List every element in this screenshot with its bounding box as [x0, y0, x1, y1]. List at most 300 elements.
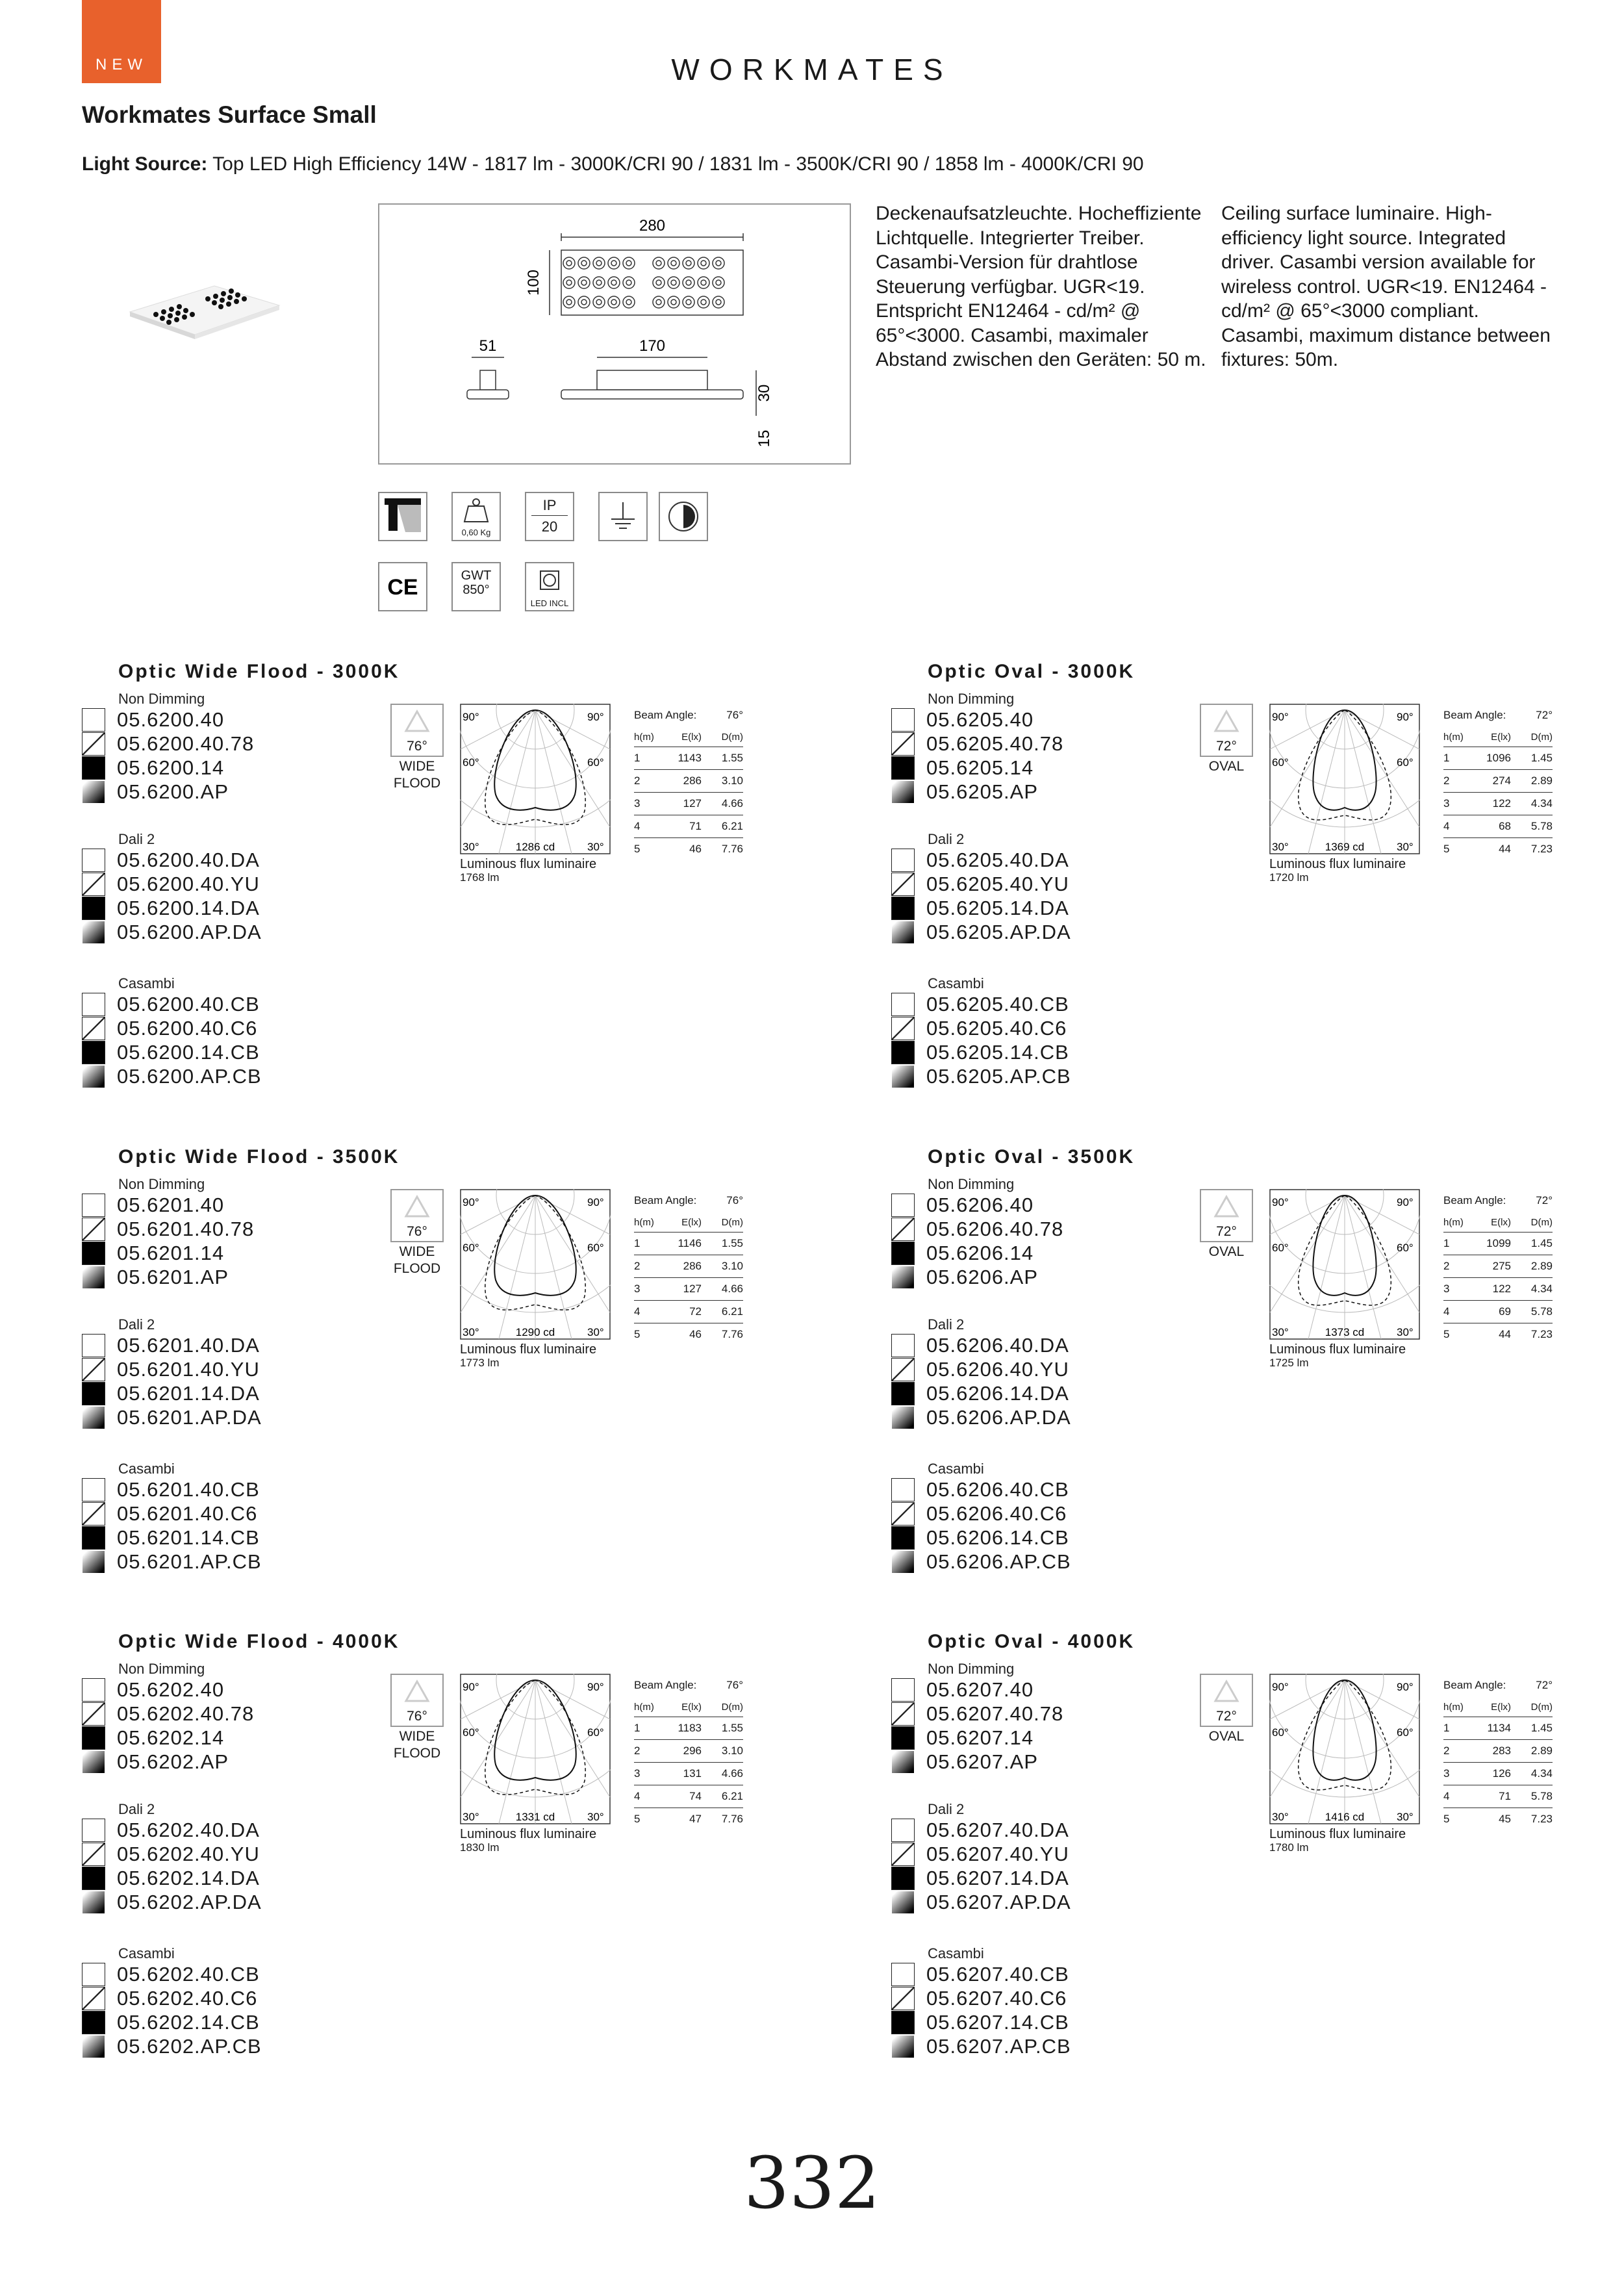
finish-swatch	[82, 1819, 105, 1842]
new-badge: NEW	[82, 0, 161, 83]
section-title: Optic Wide Flood - 3000K	[118, 661, 400, 682]
product-code-row[interactable]	[891, 1064, 1071, 1088]
beam-angle-icon	[390, 1674, 444, 1727]
table-row	[634, 1740, 743, 1763]
product-code-row[interactable]	[82, 1986, 257, 2010]
product-code: 05.6207.AP.DA	[926, 1890, 1071, 1913]
section-title: Optic Oval - 3500K	[928, 1146, 1136, 1168]
product-code-row[interactable]	[82, 1265, 229, 1289]
cell-h: 5	[1443, 843, 1450, 855]
product-code: 05.6200.40.DA	[117, 848, 260, 871]
product-code-row[interactable]	[891, 1526, 1069, 1550]
cell-e: 68	[1499, 820, 1511, 832]
cell-h: 3	[634, 797, 641, 810]
product-code: 05.6207.40.CB	[926, 1962, 1069, 1986]
group-label-dali: Dali 2	[118, 1316, 155, 1333]
angle-label: 90°	[1397, 1196, 1414, 1208]
product-code-row[interactable]	[82, 1193, 224, 1217]
finish-swatch	[891, 1478, 915, 1501]
product-code: 05.6201.40.DA	[117, 1333, 260, 1357]
cell-e: 127	[683, 797, 702, 810]
led-cell	[608, 257, 620, 269]
product-code: 05.6207.AP	[926, 1750, 1039, 1773]
product-code: 05.6202.AP.DA	[117, 1890, 262, 1913]
angle-label: 60°	[1272, 1726, 1289, 1739]
finish-swatch	[82, 1065, 105, 1088]
product-code-row[interactable]	[82, 1726, 224, 1750]
cell-d: 4.34	[1530, 797, 1553, 810]
candela-value: 1373 cd	[1325, 1326, 1365, 1338]
product-code-row[interactable]	[891, 2034, 1071, 2058]
beam-name: OVAL	[1208, 759, 1245, 774]
group-label-casambi: Casambi	[928, 1945, 984, 1961]
product-code: 05.6202.14	[117, 1726, 225, 1749]
finish-swatch	[82, 1017, 105, 1040]
product-code-row[interactable]	[82, 732, 254, 756]
beam-value: 72°	[1216, 1224, 1237, 1239]
cell-e: 286	[683, 774, 702, 787]
product-code-row[interactable]	[82, 1890, 262, 1914]
led-cell	[683, 296, 694, 308]
cell-d: 4.66	[721, 797, 743, 810]
optic-section	[891, 1631, 1580, 2086]
flux-value: 1780 lm	[1269, 1841, 1309, 1854]
product-code-row[interactable]	[82, 756, 224, 780]
product-code-row[interactable]	[891, 1702, 1063, 1726]
product-code-row[interactable]	[82, 920, 262, 944]
table-row	[634, 1233, 743, 1255]
product-code-row[interactable]	[82, 1477, 260, 1501]
col-header: h(m)	[634, 1216, 654, 1228]
angle-label: 30°	[587, 1326, 604, 1338]
finish-swatch	[891, 1358, 915, 1381]
product-code-row[interactable]	[82, 1357, 260, 1381]
beam-angle-icon	[1200, 1674, 1253, 1727]
product-code-row[interactable]	[82, 1217, 254, 1241]
product-code-row[interactable]	[82, 1381, 260, 1405]
light-source-label: Light Source:	[82, 153, 208, 175]
cell-d: 7.23	[1530, 1328, 1553, 1340]
finish-swatch	[891, 2011, 915, 2034]
optic-section	[82, 1146, 770, 1601]
product-code-row[interactable]	[891, 848, 1069, 872]
product-code-row[interactable]	[891, 1265, 1038, 1289]
group-label-non-dimming: Non Dimming	[928, 1661, 1015, 1677]
beam-angle-icon	[1200, 1189, 1253, 1242]
cell-d: 2.89	[1530, 1744, 1553, 1757]
product-code: 05.6207.40	[926, 1678, 1034, 1701]
group-label-non-dimming: Non Dimming	[928, 691, 1015, 707]
product-code: 05.6200.AP	[117, 780, 229, 803]
product-code-row[interactable]	[82, 1333, 260, 1357]
product-code-row[interactable]	[891, 1962, 1069, 1986]
table-row	[634, 1278, 743, 1301]
group-label-casambi: Casambi	[118, 1945, 175, 1961]
cell-d: 1.55	[721, 1237, 743, 1249]
finish-swatch	[891, 897, 915, 920]
beam-angle-label: Beam Angle:	[1443, 1679, 1506, 1691]
angle-label: 90°	[463, 1681, 479, 1693]
col-header: h(m)	[1443, 1701, 1464, 1713]
product-code: 05.6200.14.DA	[117, 896, 260, 919]
product-code: 05.6201.40.YU	[117, 1357, 260, 1381]
product-code: 05.6200.40	[117, 708, 225, 731]
cell-h: 4	[634, 1305, 641, 1318]
product-code-row[interactable]	[82, 1526, 260, 1550]
finish-swatch	[891, 708, 915, 732]
cell-d: 1.45	[1530, 1237, 1553, 1249]
finish-swatch	[82, 1382, 105, 1405]
table-row	[634, 747, 743, 770]
product-code-row[interactable]	[82, 1842, 260, 1866]
led-cell	[713, 277, 724, 288]
polar-diagram	[460, 704, 611, 854]
cell-e: 1099	[1486, 1237, 1511, 1249]
finish-swatch	[82, 1266, 105, 1289]
product-code-row[interactable]	[891, 1818, 1069, 1842]
product-code-row[interactable]	[891, 1040, 1069, 1064]
group-label-dali: Dali 2	[928, 1801, 965, 1817]
product-code-row[interactable]	[82, 2034, 262, 2058]
led-cell	[668, 296, 679, 308]
polar-diagram	[1269, 704, 1420, 854]
product-code-row[interactable]	[891, 1750, 1038, 1774]
finish-swatch	[891, 1194, 915, 1217]
cell-e: 126	[1492, 1767, 1511, 1780]
angle-label: 30°	[1272, 841, 1289, 853]
product-code-row[interactable]	[891, 1501, 1067, 1526]
description-de: Deckenaufsatzleuchte. Hocheffiziente Lichtquelle. Integrierter Treiber. Casambi-Version für drahtlose Steuerung verfügbar. UGR<19. Entspricht EN12464 - cd/m² @ 65°<3000. Casambi, maximaler Abstand zwischen den Geräten: 50 m.	[876, 203, 1206, 370]
finish-swatch	[82, 1358, 105, 1381]
beam-angle-label: Beam Angle:	[1443, 709, 1506, 721]
led-cell	[713, 296, 724, 308]
beam-name: WIDE FLOOD	[393, 759, 441, 791]
weight-icon	[451, 492, 501, 541]
product-code: 05.6206.40	[926, 1193, 1034, 1216]
led-cell	[713, 257, 724, 269]
finish-swatch	[891, 2035, 915, 2058]
polar-diagram	[1269, 1674, 1420, 1824]
led-cell	[653, 277, 665, 288]
product-code-row[interactable]	[82, 1962, 260, 1986]
cell-d: 6.21	[721, 1790, 743, 1802]
flux-caption: Luminous flux luminaire	[1269, 857, 1406, 871]
product-code-row[interactable]	[82, 992, 260, 1016]
flux-value: 1830 lm	[460, 1841, 500, 1854]
col-header: D(m)	[721, 1216, 743, 1228]
led-cell	[653, 296, 665, 308]
flux-value: 1720 lm	[1269, 871, 1309, 884]
product-code-row[interactable]	[891, 1405, 1071, 1429]
beam-value: 76°	[407, 1709, 427, 1724]
table-row	[634, 1717, 743, 1740]
cell-d: 2.89	[1530, 1260, 1553, 1272]
angle-label: 30°	[463, 841, 479, 853]
cell-e: 46	[689, 843, 702, 855]
table-row	[634, 793, 743, 815]
finish-swatch	[82, 780, 105, 804]
angle-label: 60°	[1397, 756, 1414, 769]
finish-swatch	[82, 1242, 105, 1265]
col-header: D(m)	[1530, 1701, 1553, 1713]
cell-e: 47	[689, 1813, 702, 1825]
finish-swatch	[82, 1750, 105, 1774]
product-code-row[interactable]	[891, 1241, 1034, 1265]
finish-swatch	[891, 1819, 915, 1842]
product-code-row[interactable]	[891, 732, 1063, 756]
angle-label: 90°	[1272, 1196, 1289, 1208]
product-code-row[interactable]	[891, 872, 1069, 896]
cell-e: 275	[1492, 1260, 1511, 1272]
cell-h: 1	[634, 1722, 641, 1734]
gwt-icon	[451, 562, 501, 611]
table-row	[1443, 1255, 1553, 1278]
product-code-row[interactable]	[891, 1333, 1069, 1357]
product-code-row[interactable]	[891, 708, 1034, 732]
product-code: 05.6202.40	[117, 1678, 225, 1701]
cell-e: 71	[1499, 1790, 1511, 1802]
cell-d: 7.76	[721, 843, 743, 855]
finish-swatch	[891, 1702, 915, 1726]
led-cell	[683, 277, 694, 288]
beam-angle-label: Beam Angle:	[1443, 1194, 1506, 1207]
product-code-row[interactable]	[82, 780, 229, 804]
angle-label: 60°	[1397, 1242, 1414, 1254]
product-code-row[interactable]	[82, 1241, 224, 1265]
led-cell	[578, 296, 590, 308]
product-code-row[interactable]	[82, 896, 260, 920]
product-code-row[interactable]	[891, 992, 1069, 1016]
flux-caption: Luminous flux luminaire	[460, 1342, 597, 1357]
product-code-row[interactable]	[82, 1016, 257, 1040]
table-row	[1443, 1323, 1553, 1346]
cell-d: 5.78	[1530, 1790, 1553, 1802]
beam-angle-value: 72°	[1536, 1194, 1553, 1207]
product-code-row[interactable]	[82, 1818, 260, 1842]
cell-h: 3	[634, 1767, 641, 1780]
finish-swatch	[82, 2011, 105, 2034]
product-code: 05.6206.40.78	[926, 1217, 1064, 1240]
finish-swatch	[891, 1750, 915, 1774]
cell-d: 4.34	[1530, 1767, 1553, 1780]
table-row	[1443, 838, 1553, 860]
angle-label: 60°	[463, 1242, 479, 1254]
finish-swatch	[82, 1678, 105, 1702]
led-cell	[593, 277, 605, 288]
finish-swatch	[891, 873, 915, 896]
product-code-row[interactable]	[82, 1040, 260, 1064]
product-code-row[interactable]	[891, 1016, 1067, 1040]
led-cell	[668, 277, 679, 288]
cell-e: 46	[689, 1328, 702, 1340]
finish-swatch	[891, 1843, 915, 1866]
illuminance-table	[1443, 1674, 1553, 1830]
cell-h: 4	[1443, 820, 1450, 832]
dim-base: 170	[639, 337, 666, 355]
dim-length: 280	[639, 217, 666, 235]
product-code-row[interactable]	[891, 1357, 1069, 1381]
beam-angle-label: Beam Angle:	[634, 1679, 697, 1691]
product-code: 05.6202.40.YU	[117, 1842, 260, 1865]
finish-swatch	[82, 1194, 105, 1217]
beam-angle-icon	[390, 1189, 444, 1242]
finish-swatch	[891, 1266, 915, 1289]
cell-d: 1.45	[1530, 1722, 1553, 1734]
product-code-row[interactable]	[82, 1550, 262, 1574]
product-code-row[interactable]	[891, 1842, 1069, 1866]
led-cell	[698, 277, 709, 288]
product-code-row[interactable]	[891, 1193, 1034, 1217]
group-label-casambi: Casambi	[928, 1461, 984, 1477]
finish-swatch	[891, 1065, 915, 1088]
finish-swatch	[891, 1406, 915, 1429]
beam-angle-value: 76°	[726, 709, 743, 721]
illuminance-table	[634, 1674, 743, 1830]
product-code-row[interactable]	[82, 1501, 257, 1526]
led-cell	[578, 277, 590, 288]
finish-swatch	[82, 1218, 105, 1241]
table-row	[634, 1323, 743, 1346]
product-code: 05.6206.AP	[926, 1265, 1039, 1288]
finish-swatch	[891, 1017, 915, 1040]
finish-swatch	[891, 1242, 915, 1265]
product-code-row[interactable]	[891, 1678, 1034, 1702]
beam-angle-label: Beam Angle:	[634, 1194, 697, 1207]
candela-value: 1331 cd	[515, 1811, 555, 1823]
product-code: 05.6205.AP.DA	[926, 920, 1071, 943]
led-incl-label: LED INCL	[530, 598, 569, 608]
finish-swatch	[891, 921, 915, 944]
col-header: D(m)	[721, 731, 743, 743]
product-code-row[interactable]	[891, 896, 1069, 920]
product-code-row[interactable]	[891, 1381, 1069, 1405]
dim-side: 51	[479, 337, 497, 355]
product-code-row[interactable]	[82, 1678, 224, 1702]
col-header: h(m)	[634, 731, 654, 743]
product-code-row[interactable]	[891, 920, 1071, 944]
led-cell	[563, 257, 575, 269]
candela-value: 1416 cd	[1325, 1811, 1365, 1823]
section-title: Optic Oval - 3000K	[928, 661, 1136, 682]
product-code: 05.6202.AP.CB	[117, 2034, 262, 2058]
cell-d: 7.76	[721, 1813, 743, 1825]
product-code: 05.6206.14.CB	[926, 1526, 1069, 1549]
col-header: E(lx)	[1491, 731, 1511, 743]
angle-label: 30°	[587, 1811, 604, 1823]
col-header: D(m)	[1530, 731, 1553, 743]
angle-label: 90°	[1397, 1681, 1414, 1693]
col-header: h(m)	[1443, 1216, 1464, 1228]
beam-angle-label: Beam Angle:	[634, 709, 697, 721]
table-row	[1443, 770, 1553, 793]
flux-value: 1725 lm	[1269, 1357, 1309, 1369]
led-cell	[608, 277, 620, 288]
finish-swatch	[82, 1478, 105, 1501]
product-code-row[interactable]	[891, 1477, 1069, 1501]
product-code-row[interactable]	[891, 1550, 1071, 1574]
finish-swatch	[891, 1334, 915, 1357]
product-code: 05.6205.40	[926, 708, 1034, 731]
product-code-row[interactable]	[891, 1866, 1069, 1890]
finish-swatch	[82, 849, 105, 872]
led-cell	[698, 257, 709, 269]
cell-d: 6.21	[721, 820, 743, 832]
product-code: 05.6200.14.CB	[117, 1040, 260, 1064]
description-en: Ceiling surface luminaire. High-efficiency light source. Integrated driver. Casambi version available for wireless control. UGR<19. EN12464 - cd/m² @ 65°<3000 compliant. Casambi, maximum distance between fixtures: 50m.	[1221, 203, 1551, 370]
product-code-row[interactable]	[82, 1702, 254, 1726]
product-code-row[interactable]	[891, 2010, 1069, 2034]
table-row	[1443, 815, 1553, 838]
product-code-row[interactable]	[891, 1217, 1063, 1241]
product-code-row[interactable]	[82, 708, 224, 732]
product-code: 05.6206.40.C6	[926, 1501, 1067, 1525]
product-code-row[interactable]	[891, 756, 1034, 780]
product-code-row[interactable]	[891, 1986, 1067, 2010]
cell-e: 283	[1492, 1744, 1511, 1757]
product-code: 05.6207.AP.CB	[926, 2034, 1071, 2058]
finish-swatch	[891, 756, 915, 780]
led-cell	[578, 257, 590, 269]
finish-swatch	[891, 1867, 915, 1890]
product-code-row[interactable]	[891, 780, 1038, 804]
product-code-row[interactable]	[82, 848, 260, 872]
product-code: 05.6202.AP	[117, 1750, 229, 1773]
angle-label: 60°	[463, 756, 479, 769]
product-code: 05.6207.14.CB	[926, 2010, 1069, 2034]
led-cell	[623, 296, 635, 308]
led-cell	[623, 257, 635, 269]
cell-e: 1134	[1487, 1722, 1511, 1734]
cell-d: 6.21	[721, 1305, 743, 1318]
product-code: 05.6205.14	[926, 756, 1034, 779]
finish-swatch	[82, 993, 105, 1016]
cell-h: 1	[1443, 752, 1450, 764]
beam-angle-value: 72°	[1536, 709, 1553, 721]
product-code-row[interactable]	[82, 1866, 260, 1890]
cell-h: 1	[1443, 1722, 1450, 1734]
product-code-row[interactable]	[82, 1405, 262, 1429]
cell-e: 72	[689, 1305, 702, 1318]
angle-label: 90°	[1397, 711, 1414, 723]
finish-swatch	[891, 1678, 915, 1702]
product-code-row[interactable]	[82, 1750, 229, 1774]
finish-swatch	[891, 1218, 915, 1241]
svg-text:CE: CE	[387, 575, 418, 600]
angle-label: 30°	[587, 841, 604, 853]
cell-d: 1.55	[721, 1722, 743, 1734]
table-row	[1443, 1278, 1553, 1301]
beam-name: WIDE FLOOD	[393, 1729, 441, 1761]
product-code-row[interactable]	[82, 872, 260, 896]
gwt-label: GWT 850°	[461, 568, 492, 597]
product-code-row[interactable]	[82, 1064, 262, 1088]
product-code: 05.6200.14	[117, 756, 225, 779]
angle-label: 90°	[1272, 711, 1289, 723]
product-code-row[interactable]	[82, 2010, 260, 2034]
finish-swatch	[82, 732, 105, 756]
beam-value: 72°	[1216, 739, 1237, 754]
finish-swatch	[891, 1891, 915, 1914]
product-code-row[interactable]	[891, 1726, 1034, 1750]
product-code-row[interactable]	[891, 1890, 1071, 1914]
product-code: 05.6206.40.CB	[926, 1477, 1069, 1501]
product-code: 05.6207.40.DA	[926, 1818, 1069, 1841]
optic-section	[891, 1146, 1580, 1601]
product-code: 05.6201.40.C6	[117, 1501, 258, 1525]
product-code: 05.6202.40.78	[117, 1702, 255, 1725]
product-code: 05.6205.AP.CB	[926, 1064, 1071, 1088]
beam-angle-value: 72°	[1536, 1679, 1553, 1691]
